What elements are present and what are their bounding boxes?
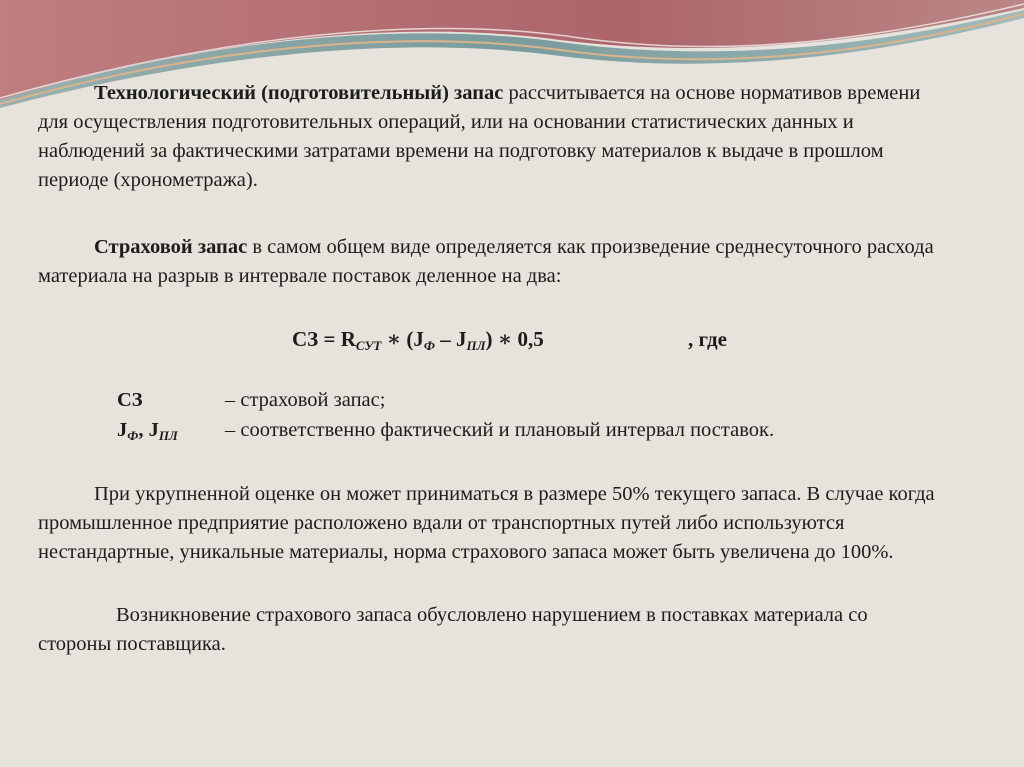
definition-intervals: $J_Ф$, $J_{ПЛ}$ – соответственно фактический и плановый интервал поставок. [117,419,775,443]
term-safety-reserve: Страховой запас [94,236,248,258]
term-technological-reserve: Технологический (подготовительный) запас [94,82,504,104]
paragraph-cause: Возникновение страхового запаса обусловлено нарушением в поставках материала со стороны поставщика. [38,604,868,655]
paragraph-text: рассчитывается на основе нормативов времени для осуществления подготовительных операций, или на основании статистических данных и наблюдений за фактическими затратами времени на подготовку материалов к выдаче в прошлом периоде (хронометража). [38,82,921,191]
definition-sz: СЗ – страховой запас; [117,389,386,411]
paragraph-estimate: При укрупненной оценке он может приниматься в размере 50% текущего запаса. В случае когда промышленное предприятие расположено вдали от транспортных путей либо используются нестандартные, уникальные материалы, норма страхового запаса может быть увеличена до 100%. [38,483,935,563]
formula-where: , где [688,327,727,351]
paragraph-technological-reserve [38,79,938,195]
safety-stock-formula: СЗ = $R_{СУТ}$ ∗ $(J_Ф - J_{ПЛ})$ ∗ 0,5 [292,327,544,353]
paragraph-safety-reserve [38,233,938,291]
paragraph-text: в самом общем виде определяется как произведение среднесуточного расхода материала на разрыв в интервале поставок деленное на два: [38,236,934,287]
